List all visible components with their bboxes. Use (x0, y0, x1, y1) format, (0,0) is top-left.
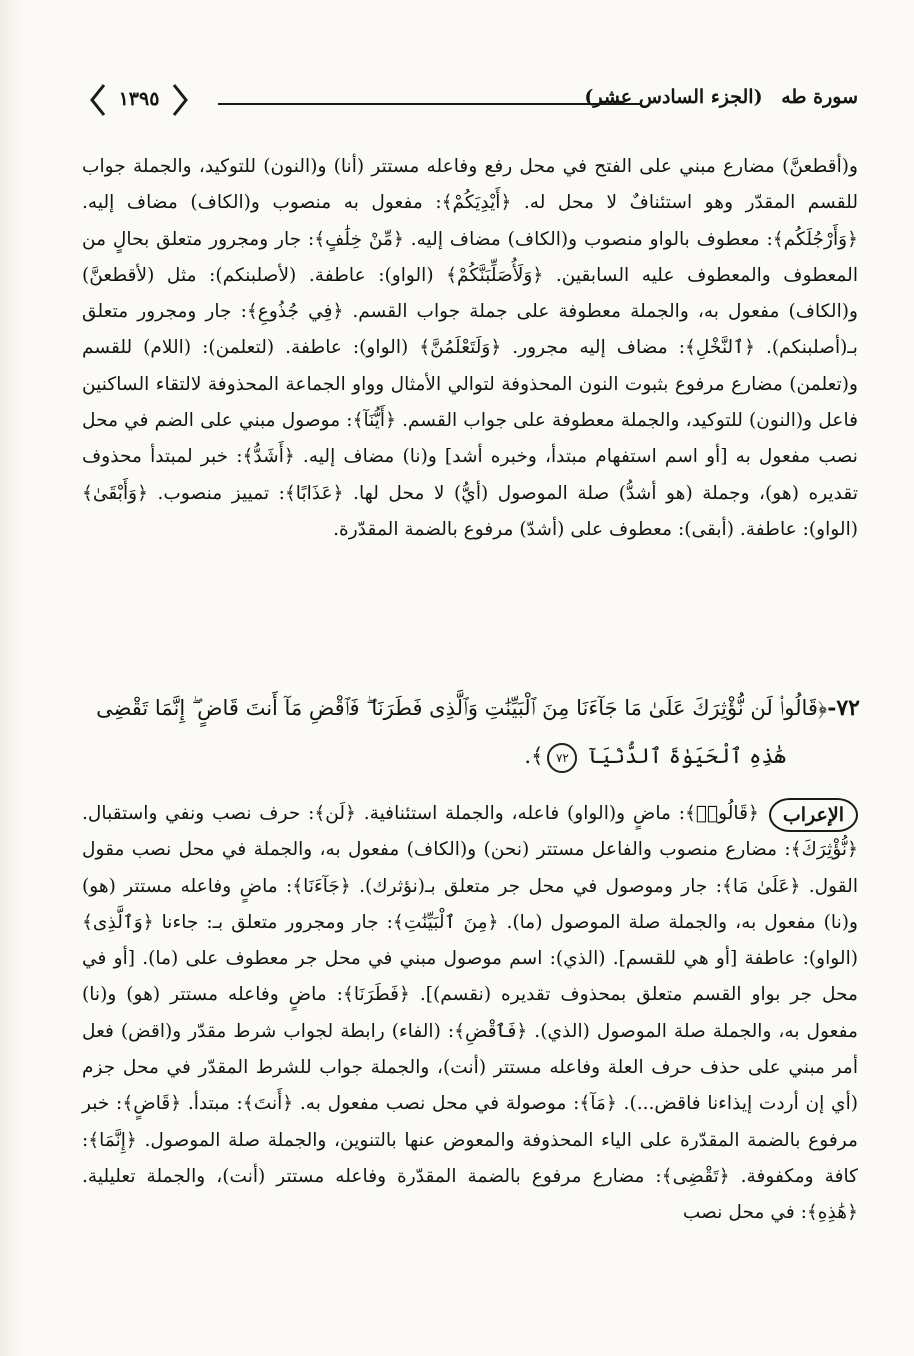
surah-name: سورة طه (781, 86, 858, 108)
page-number-frame (90, 82, 188, 118)
quran-verse-72 (82, 684, 860, 780)
verse-line-1 (82, 684, 860, 732)
irab-heading-badge: الإعراب (769, 798, 858, 832)
verse-number: ٧٢- (827, 695, 860, 721)
page-edge-shadow (0, 0, 22, 1356)
irab-paragraph: ﴿قَالُوا۟﴾: ماضٍ و(الواو) فاعله، والجملة استئنافية. ﴿لَن﴾: حرف نصب ونفي واستقبال. ﴿نُّؤْثِرَكَ﴾: مضارع منصوب والفاعل مستتر (نحن) و(الكاف) مفعول به، والجملة في محل نصب مقول القول. ﴿عَلَىٰ مَا﴾: جار وموصول في محل جر متعلق بـ(نؤثرك). ﴿جَآءَنَا﴾: ماضٍ وفاعله مستتر (هو) و(نا) مفعول به، والجملة صلة الموصول (ما). ﴿مِنَ ٱلْبَيِّنَٰتِ﴾: جار ومجرور متعلق بـ: جاءنا ﴿وَٱلَّذِى﴾ (الواو): عاطفة [أو هي للقسم]. (الذي): اسم موصول مبني في محل جر معطوف على (ما). [أو في محل جر بواو القسم متعلق بمحذوف تقديره (نقسم)]. ﴿فَطَرَنَا﴾: ماضٍ وفاعله مستتر (هو) و(نا) مفعول به، والجملة صلة الموصول (الذي). ﴿فَٱقْضِ﴾: (الفاء) رابطة لجواب شرط مقدّر و(اقض) فعل أمر مبني على حذف حرف العلة وفاعله مستتر (أنت)، والجملة جواب للشرط المقدّر في محل جزم (أي إن أردت إيذاءنا فاقض...). ﴿مَآ﴾: موصولة في محل نصب مفعول به. ﴿أَنتَ﴾: مبتدأ. ﴿قَاضٍ﴾: خبر مرفوع بالضمة المقدّرة على الياء المحذوفة والمعوض عنها بالتنوين، والجملة صلة الموصول. ﴿إِنَّمَا﴾: كافة ومكفوفة. ﴿تَقْضِى﴾: مضارع مرفوع بالضمة المقدّرة وفاعله مستتر (أنت)، والجملة تعليلية. ﴿هَٰذِهِ﴾: في محل نصب (82, 803, 858, 1224)
header-rule (218, 103, 642, 105)
verse-text-1: ﴿قَالُوا۟ لَن نُّؤْثِرَكَ عَلَىٰ مَا جَآءَنَا مِنَ ٱلْبَيِّنَٰتِ وَٱلَّذِى فَطَرَنَا ۖ فَٱقْضِ مَآ أَنتَ قَاضٍ ۖ إِنَّمَا تَقْضِى (96, 696, 828, 720)
verse-text-2: هَٰذِهِ ٱلْحَيَوٰةَ ٱلدُّنْيَآ (588, 744, 786, 768)
page-number: ١٣٩٥ (118, 88, 160, 110)
page-header (90, 80, 858, 124)
verse-closing: ﴾. (524, 744, 544, 768)
verse-line-2 (82, 732, 860, 780)
ayah-marker-icon: ٧٢ (547, 743, 577, 773)
part-name: (الجزء السادس عشر) (584, 86, 763, 108)
commentary-paragraph-1: و(أقطعنَّ) مضارع مبني على الفتح في محل رفع وفاعله مستتر (أنا) و(النون) للتوكيد، والجملة جواب للقسم المقدّر وهو استئنافٌ لا محل له. ﴿أَيْدِيَكُمْ﴾: مفعول به منصوب و(الكاف) مضاف إليه. ﴿وَأَرْجُلَكُم﴾: معطوف بالواو منصوب و(الكاف) مضاف إليه. ﴿مِّنْ خِلَٰفٍ﴾: جار ومجرور متعلق بحالٍ من المعطوف والمعطوف عليه السابقين. ﴿وَلَأُصَلِّبَنَّكُمْ﴾ (الواو): عاطفة. (لأصلبنكم): مثل (لأقطعنَّ) و(الكاف) مفعول به، والجملة معطوفة على جملة جواب القسم. ﴿فِي جُذُوعِ﴾: جار ومجرور متعلق بـ(أصلبنكم). ﴿ٱلنَّخْلِ﴾: مضاف إليه مجرور. ﴿وَلَتَعْلَمُنَّ﴾ (الواو): عاطفة. (لتعلمن): (اللام) للقسم و(تعلمن) مضارع مرفوع بثبوت النون المحذوفة لتوالي الأمثال وواو الجماعة المحذوفة لالتقاء الساكنين فاعل و(النون) للتوكيد، والجملة معطوفة على جواب القسم. ﴿أَيُّنَآ﴾: موصول مبني على الضم في محل نصب مفعول به [أو اسم استفهام مبتدأ، وخبره أشد] و(نا) مضاف إليه. ﴿أَشَدُّ﴾: خبر لمبتدأ محذوف تقديره (هو)، وجملة (هو أشدُّ) صلة الموصول (أيُّ) لا محل لها. ﴿عَذَابًا﴾: تمييز منصوب. ﴿وَأَبْقَىٰ﴾ (الواو): عاطفة. (أبقى): معطوف على (أشدّ) مرفوع بالضمة المقدّرة. (82, 156, 858, 540)
irab-section (82, 796, 858, 1232)
